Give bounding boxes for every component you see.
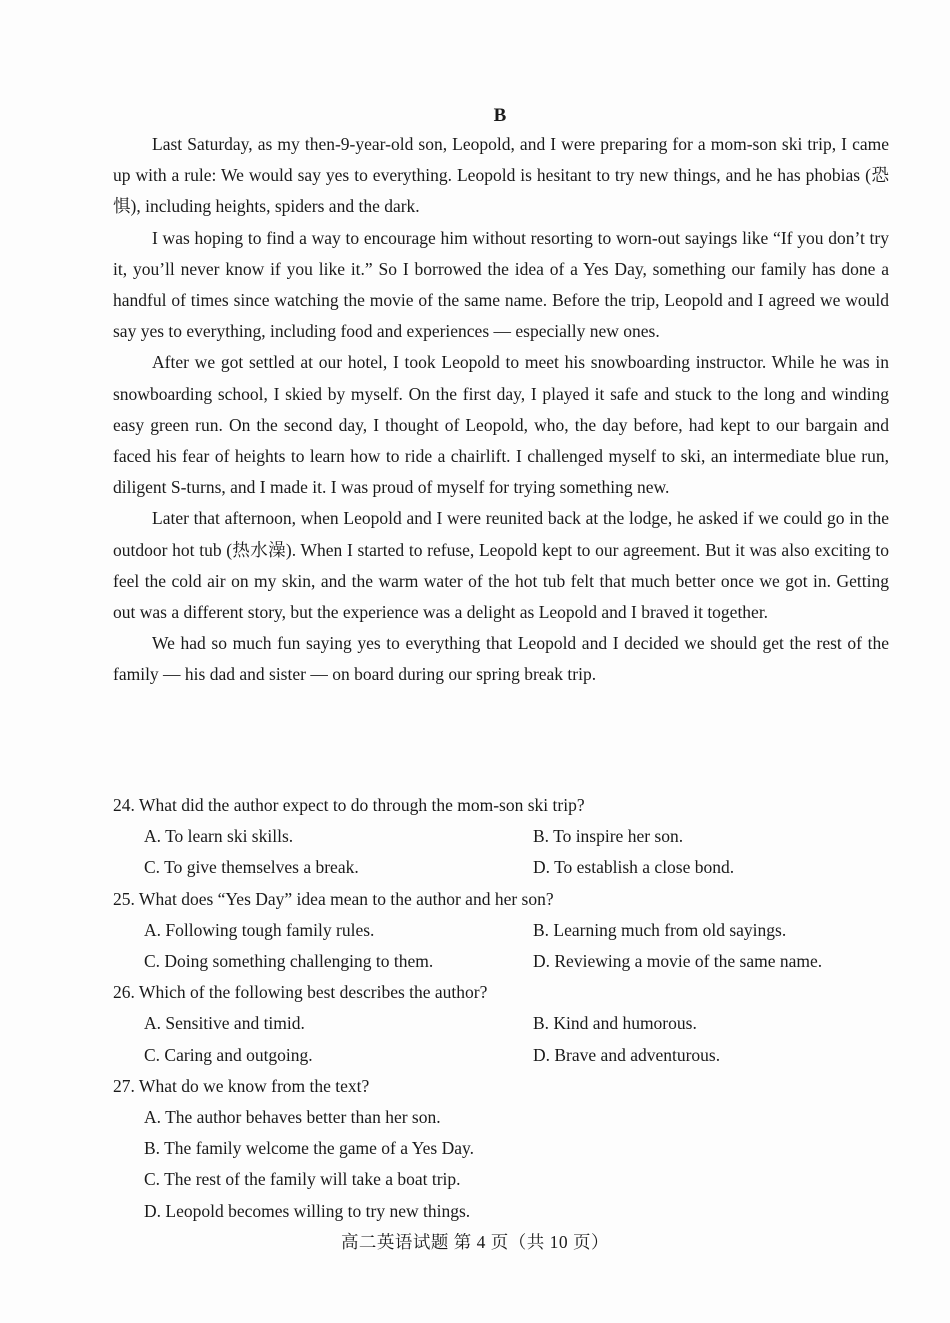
- option-c: C. Doing something challenging to them.: [144, 951, 434, 972]
- option-b: B. Kind and humorous.: [533, 1013, 697, 1034]
- option-c: C. The rest of the family will take a boat trip.: [144, 1169, 461, 1190]
- option-b: B. Learning much from old sayings.: [533, 919, 787, 940]
- option-b: B. The family welcome the game of a Yes Day.: [144, 1138, 474, 1159]
- page-footer: 高二英语试题 第 4 页（共 10 页）: [340, 1232, 610, 1252]
- option-row: [113, 821, 889, 852]
- option-d: D. Leopold becomes willing to try new things.: [144, 1200, 471, 1221]
- section-title: B: [493, 105, 507, 126]
- reading-passage: [113, 129, 889, 691]
- option-a: A. To learn ski skills.: [144, 826, 294, 847]
- question-stem: 24. What did the author expect to do through the mom-son ski trip?: [113, 795, 585, 815]
- passage-paragraph: Later that afternoon, when Leopold and I were reunited back at the lodge, he asked if we could go in the outdoor hot tub (热水澡). When I started to refuse, Leopold kept to our agreement. But it was also exciting to feel the cold air on my skin, and the warm water of the hot tub felt that much better once we got in. Getting out was a different story, but the experience was a delight as Leopold and I braved it together.: [113, 508, 889, 623]
- option-c: C. To give themselves a break.: [144, 857, 359, 878]
- option-row: [113, 852, 889, 883]
- passage-paragraph: We had so much fun saying yes to everything that Leopold and I decided we should get the rest of the family — his dad and sister — on board during our spring break trip.: [113, 633, 889, 685]
- question-25: [113, 884, 889, 978]
- passage-paragraph: After we got settled at our hotel, I took Leopold to meet his snowboarding instructor. While he was in snowboarding school, I skied by myself. On the first day, I played it safe and stuck to the long and winding easy green run. On the second day, I thought of Leopold, who, the day before, had kept to our bargain and faced his fear of heights to learn how to ride a chairlift. I challenged myself to ski, an intermediate blue run, diligent S-turns, and I made it. I was proud of myself for trying something new.: [113, 352, 889, 498]
- question-26: [113, 977, 889, 1071]
- question-27: [113, 1071, 889, 1227]
- question-stem: 27. What do we know from the text?: [113, 1075, 370, 1096]
- option-c: C. Caring and outgoing.: [144, 1044, 313, 1065]
- option-a: A. Following tough family rules.: [144, 919, 375, 940]
- passage-paragraph: Last Saturday, as my then-9-year-old son, Leopold, and I were preparing for a mom-son ski trip, I came up with a rule: We would say yes to everything. Leopold is hesitant to try new things, and he has phobias (恐惧), including heights, spiders and the dark.: [113, 134, 889, 217]
- question-stem: 26. Which of the following best describes the author?: [113, 982, 488, 1003]
- option-row: [113, 946, 889, 977]
- option-d: D. To establish a close bond.: [533, 857, 735, 878]
- option-d: D. Brave and adventurous.: [533, 1044, 721, 1065]
- option-d: D. Reviewing a movie of the same name.: [533, 951, 823, 972]
- question-24: [113, 790, 889, 884]
- question-stem: 25. What does “Yes Day” idea mean to the author and her son?: [113, 888, 554, 909]
- option-b: B. To inspire her son.: [533, 826, 684, 847]
- option-a: A. Sensitive and timid.: [144, 1013, 305, 1034]
- question-list: [113, 790, 889, 1227]
- option-row: [113, 1008, 889, 1039]
- option-row: [113, 915, 889, 946]
- option-a: A. The author behaves better than her son.: [144, 1107, 441, 1128]
- passage-paragraph: I was hoping to find a way to encourage him without resorting to worn-out sayings like “If you don’t try it, you’ll never know if you like it.” So I borrowed the idea of a Yes Day, something our family has done a handful of times since watching the movie of the same name. Before the trip, Leopold and I agreed we would say yes to everything, including food and experiences — especially new ones.: [113, 227, 889, 342]
- option-row: [113, 1040, 889, 1071]
